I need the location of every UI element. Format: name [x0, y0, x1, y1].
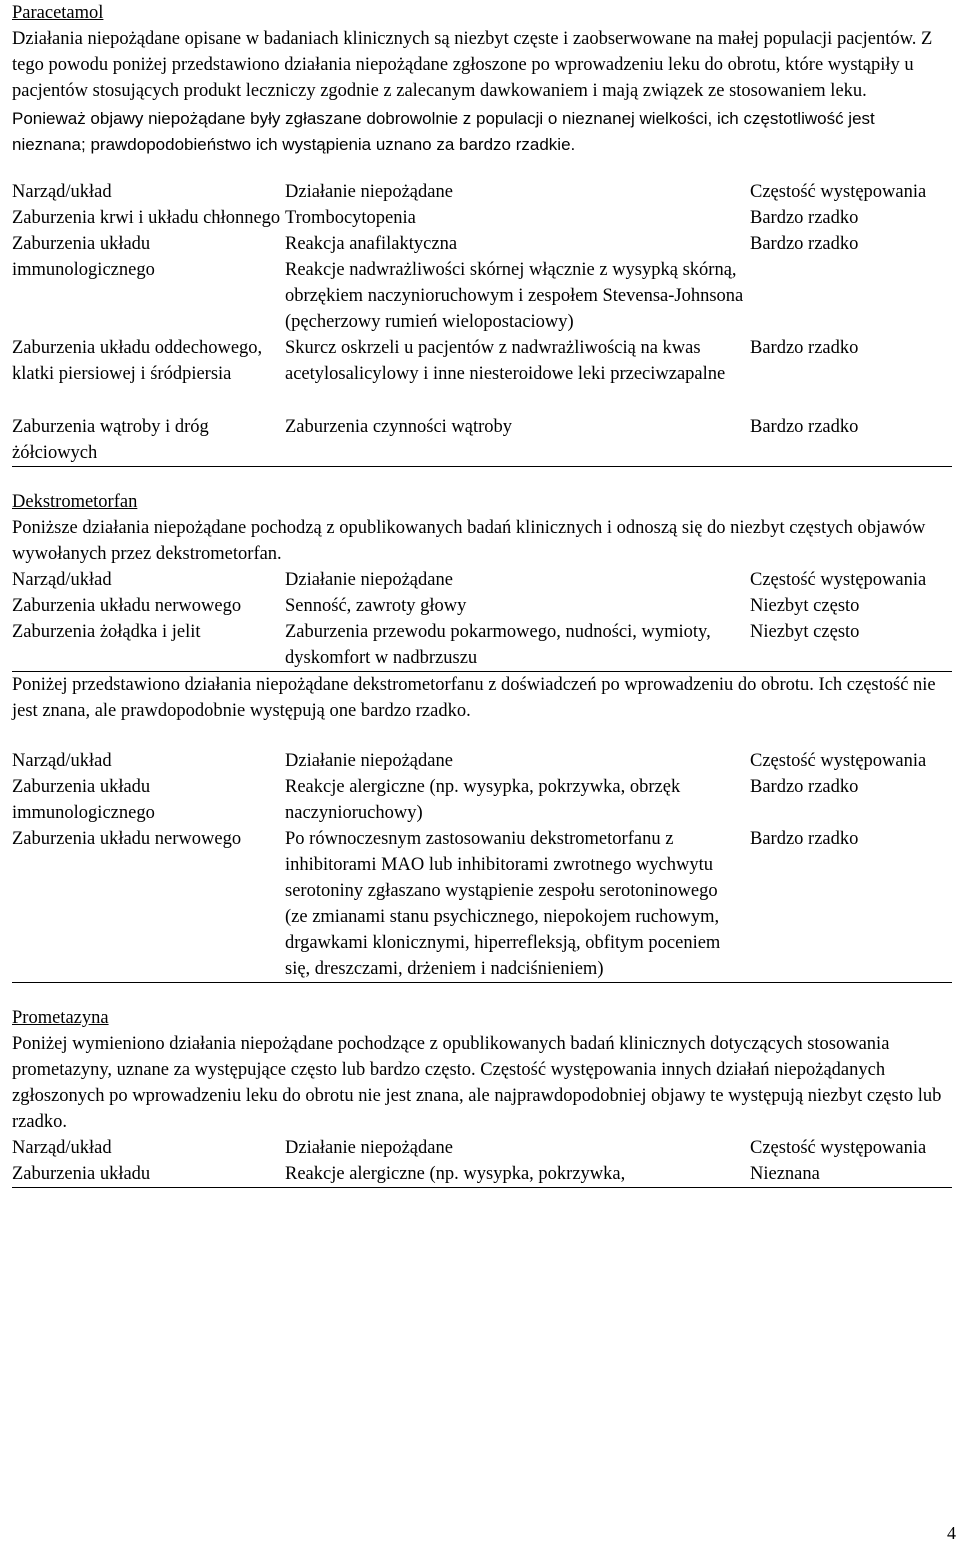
table-row: [12, 593, 952, 619]
table-cell: Zaburzenia wątroby i dróg żółciowych: [12, 417, 209, 463]
table-cell: Zaburzenia czynności wątroby: [285, 417, 513, 437]
paragraph: Ponieważ objawy niepożądane były zgłaszane dobrowolnie z populacji o nieznanej wielkości, ich częstotliwość jest nieznana; prawdopodobieństwo ich wystąpienia uznano za bardzo rzadkie.: [12, 109, 875, 154]
table-cell: Senność, zawroty głowy: [285, 596, 467, 616]
table-header-cell: Częstość występowania: [750, 1138, 927, 1158]
table-cell: Reakcje alergiczne (np. wysypka, pokrzywka,: [285, 1164, 626, 1184]
table-row: [12, 619, 952, 671]
table-row: [12, 205, 952, 231]
adverse-effects-table: [12, 1135, 952, 1188]
document-page: [12, 0, 952, 1188]
table-header-cell: Narząd/układ: [12, 570, 112, 590]
table-cell: Zaburzenia układu immunologicznego: [12, 234, 155, 280]
table-cell: Niezbyt często: [750, 622, 860, 642]
section-paracetamol: [12, 0, 952, 467]
table-cell: Reakcje alergiczne (np. wysypka, pokrzywka, obrzęk naczynioruchowy): [285, 777, 681, 823]
section-dekstrometorfan: [12, 489, 952, 983]
section-heading: Prometazyna: [12, 1008, 109, 1028]
table-cell: Nieznana: [750, 1164, 820, 1184]
table-header-cell: Częstość występowania: [750, 182, 927, 202]
section-heading: Dekstrometorfan: [12, 492, 138, 512]
table-header-row: [12, 748, 952, 774]
table-cell: Zaburzenia układu nerwowego: [12, 596, 242, 616]
table-cell: Bardzo rzadko: [750, 208, 859, 228]
table-row: [12, 231, 952, 335]
table-row: [12, 826, 952, 982]
table-header-cell: Narząd/układ: [12, 182, 112, 202]
table-row: [12, 414, 952, 466]
table-cell: Bardzo rzadko: [750, 338, 859, 358]
adverse-effects-table: [12, 567, 952, 672]
section-prometazyna: [12, 1005, 952, 1188]
table-row: [12, 1161, 952, 1187]
table-cell: Bardzo rzadko: [750, 777, 859, 797]
table-cell: Zaburzenia krwi i układu chłonnego: [12, 208, 281, 228]
table-cell: Zaburzenia układu: [12, 1164, 151, 1184]
table-cell: Niezbyt często: [750, 596, 860, 616]
table-header-cell: Narząd/układ: [12, 751, 112, 771]
page-number: 4: [947, 1523, 956, 1543]
table-cell: Reakcja anafilaktyczna Reakcje nadwrażliwości skórnej włącznie z wysypką skórną, obrzękiem naczynioruchowym i zespołem Stevensa-Johnsona (pęcherzowy rumień wielopostaciowy): [285, 234, 744, 332]
table-header-cell: Działanie niepożądane: [285, 182, 453, 202]
table-header-cell: Częstość występowania: [750, 751, 927, 771]
table-cell: Bardzo rzadko: [750, 829, 859, 849]
table-row: [12, 335, 952, 387]
table-cell: Zaburzenia układu oddechowego, klatki piersiowej i śródpiersia: [12, 338, 263, 384]
table-header-row: [12, 179, 952, 205]
table-header-cell: Działanie niepożądane: [285, 751, 453, 771]
section-heading: Paracetamol: [12, 3, 104, 23]
table-header-row: [12, 1135, 952, 1161]
adverse-effects-table: [12, 748, 952, 983]
table-cell: Trombocytopenia: [285, 208, 416, 228]
table-header-cell: Częstość występowania: [750, 570, 927, 590]
paragraph: Poniżej przedstawiono działania niepożądane dekstrometorfanu z doświadczeń po wprowadzeniu do obrotu. Ich częstość nie jest znana, ale prawdopodobnie występują one bardzo rzadko.: [12, 675, 936, 721]
table-row: [12, 774, 952, 826]
table-cell: Zaburzenia układu nerwowego: [12, 829, 242, 849]
table-header-cell: Działanie niepożądane: [285, 570, 453, 590]
table-cell: Bardzo rzadko: [750, 417, 859, 437]
table-cell: Skurcz oskrzeli u pacjentów z nadwrażliwością na kwas acetylosalicylowy i inne niesteroidowe leki przeciwzapalne: [285, 338, 726, 384]
table-cell: Po równoczesnym zastosowaniu dekstrometorfanu z inhibitorami MAO lub inhibitorami zwrotnego wychwytu serotoniny zgłaszano wystąpienie zespołu serotoninowego (ze zmianami stanu psychicznego, niepokojem ruchowym, drgawkami klonicznymi, hiperrefleksją, obfitym poceniem się, dreszczami, drżeniem i nadciśnieniem): [285, 829, 721, 979]
paragraph: Działania niepożądane opisane w badaniach klinicznych są niezbyt częste i zaobserwowane na małej populacji pacjentów. Z tego powodu poniżej przedstawiono działania niepożądane zgłoszone po wprowadzeniu leku do obrotu, które wystąpiły u pacjentów stosujących produkt leczniczy zgodnie z zalecanym dawkowaniem i mają związek ze stosowaniem leku.: [12, 29, 933, 101]
table-cell: Bardzo rzadko: [750, 234, 859, 254]
table-cell: Zaburzenia układu immunologicznego: [12, 777, 155, 823]
paragraph: Poniższe działania niepożądane pochodzą z opublikowanych badań klinicznych i odnoszą się do niezbyt częstych objawów wywołanych przez dekstrometorfan.: [12, 518, 926, 564]
table-header-row: [12, 567, 952, 593]
adverse-effects-table: [12, 179, 952, 467]
table-cell: Zaburzenia żołądka i jelit: [12, 622, 201, 642]
table-header-cell: Działanie niepożądane: [285, 1138, 453, 1158]
paragraph: Poniżej wymieniono działania niepożądane pochodzące z opublikowanych badań klinicznych dotyczących stosowania prometazyny, uznane za występujące często lub bardzo często. Częstość występowania innych działań niepożądanych zgłoszonych po wprowadzeniu leku do obrotu nie jest znana, ale najprawdopodobniej objawy te występują niezbyt często lub rzadko.: [12, 1034, 942, 1132]
table-cell: Zaburzenia przewodu pokarmowego, nudności, wymioty, dyskomfort w nadbrzuszu: [285, 622, 711, 668]
table-header-cell: Narząd/układ: [12, 1138, 112, 1158]
